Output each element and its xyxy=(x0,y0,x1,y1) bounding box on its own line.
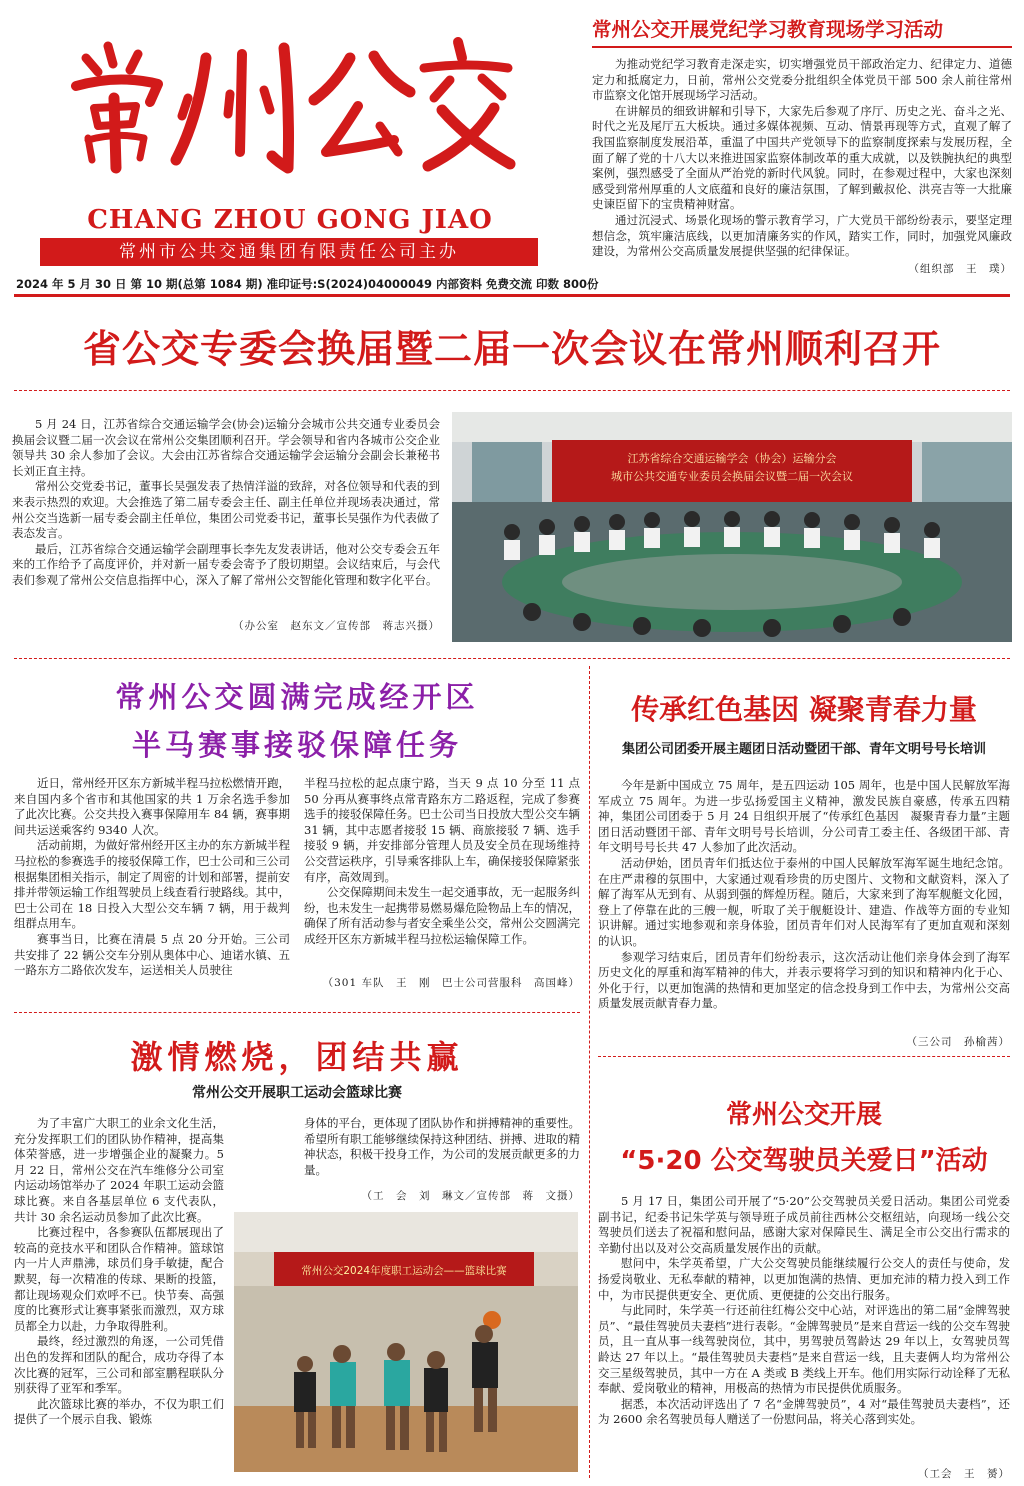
paragraph: 与此同时，朱学英一行还前往红梅公交中心站，对评选出的第二届“金牌驾驶员”、“最佳驾驶员夫妻档”进行表彰。“金牌驾驶员”是来自营运一线的公交车驾驶员，且一直从事一线驾驶岗位，其中，男驾驶员驾龄达 29 年以上，女驾驶员驾龄达 27 年以上。“最佳驾驶员夫妻档”是来自营运一线，且夫妻俩人均为常州公交三星级驾驶员，其中一方在 A 类或 B 类线上开车。他们用实际行动诠释了无私奉献、爱岗敬业的精神，用极高的热情为市民提供优质服务。 xyxy=(598,1303,1010,1396)
article-title-marathon xyxy=(14,673,580,769)
paragraph: 常州公交党委书记，董事长吴强发表了热情洋溢的致辞，对各位领导和代表的到来表示热烈的欢迎。大会推选了第二届专委会主任、副主任单位并现场表决通过，常州公交当选新一届专委会副主任单位，集团公司党委书记，董事长吴强作为代表做了表态发言。 xyxy=(12,479,440,541)
title-line: 常州公交开展 xyxy=(725,1100,882,1130)
sponsor-bar: 常州市公共交通集团有限责任公司主办 xyxy=(40,238,538,266)
paragraph: 最终，经过激烈的角逐，一公司凭借出色的发挥和团队的配合，成功夺得了本次比赛的冠军，三公司和部室鹏程联队分别获得了亚军和季军。 xyxy=(14,1334,224,1396)
title-line: 常州公交圆满完成经开区 xyxy=(115,680,479,714)
article-column xyxy=(14,776,290,979)
byline: （三公司 孙榆茜） xyxy=(906,1036,1010,1048)
meeting-photo xyxy=(452,412,1012,642)
basketball-photo-image xyxy=(234,1212,578,1472)
paragraph: 据悉，本次活动评选出了 7 名“金牌驾驶员”，4 对“最佳驾驶员夫妻档”，还为 2600 余名驾驶员每人赠送了一份慰问品，将关心落到实处。 xyxy=(598,1396,1010,1427)
paragraph: 最后，江苏省综合交通运输学会副理事长李先友发表讲话，他对公交专委会五年来的工作给予了高度评价，并对新一届专委会寄予了殷切期望。会议结束后，与会代表们参观了常州公交信息指挥中心，深入了解了常州公交智能化管理和数字化平台。 xyxy=(12,541,440,587)
paragraph: 为了丰富广大职工的业余文化生活，充分发挥职工们的团队协作精神，提高集体荣誉感，进一步增强企业的凝聚力。5 月 22 日，常州公交在汽车维修分公司室内运动场馆举办了 2024 年职工运动会篮球比赛。来自各基层单位 6 支代表队，共计 30 余名运动员参加了此次比赛。 xyxy=(14,1116,224,1224)
paragraph: 5 月 17 日，集团公司开展了“5·20”公交驾驶员关爱日活动。集团公司党委副书记，纪委书记朱学英与领导班子成员前往西林公交枢纽站，向现场一线公交驾驶员们送去了祝福和慰问品，感谢大家对保障民生、满足全市公交出行需求的辛勤付出以及对公交高质量发展作出的贡献。 xyxy=(598,1194,1010,1255)
article-subtitle: 常州公交开展职工运动会篮球比赛 xyxy=(192,1085,402,1101)
paragraph: 通过沉浸式、场景化现场的警示教育学习，广大党员干部纷纷表示，要坚定理想信念，筑牢廉洁底线，以更加清廉务实的作风，踏实工作，同时，加强党风廉政建设，为常州公交高质量发展提供坚强的纪律保证。 xyxy=(592,212,1012,259)
issue-info-line: 2024 年 5 月 30 日 第 10 期(总第 1084 期) 准印证号:S(2024)04000049 内部资料 免费交流 印数 800份 xyxy=(16,277,599,291)
article-subtitle: 集团公司团委开展主题团日活动暨团干部、青年文明号号长培训 xyxy=(621,742,986,757)
divider xyxy=(598,1056,1010,1057)
paragraph: 参观学习结束后，团员青年们纷纷表示，这次活动让他们亲身体会到了海军历史文化的厚重和海军精神的伟大，并表示要将学习到的知识和精神内化于心、外化于行，以更加饱满的热情和更加坚定的信念投身到工作中去，为常州公交高质量发展贡献青春力量。 xyxy=(598,949,1010,1011)
title-line: “5·20 公交驾驶员关爱日”活动 xyxy=(620,1146,988,1176)
paragraph: 为推动党纪学习教育走深走实，切实增强党员干部政治定力、纪律定力、道德定力和抵腐定力，日前，常州公交党委分批组织全体党员干部 500 余人前往常州市监察文化馆开展现场学习活动。 xyxy=(592,57,1012,103)
paragraph: 今年是新中国成立 75 周年，是五四运动 105 周年，也是中国人民解放军海军成立 75 周年。为进一步弘扬爱国主义精神，激发民族自豪感，传承五四精神，集团公司团委于 5 月 24 日组织开展了“传承红色基因 凝聚青春力量”主题团日活动暨团干部、青年文明号号长培训，分公司青工委主任、各级团干部、青年文明号号长共 47 人参加了此次活动。 xyxy=(598,778,1010,855)
divider xyxy=(14,390,1010,391)
byline: （工 会 刘 琳文／宣传部 蒋 文摄） xyxy=(361,1190,580,1202)
article-body-driver-day xyxy=(598,1194,1010,1428)
masthead-rule xyxy=(14,294,1010,297)
paragraph: 近日，常州经开区东方新城半程马拉松燃情开跑，来自国内多个省市和其他国家的共 1 万余名选手参加了此次比赛。公交共投入赛事保障用车 84 辆，赛事期间共运送乘客约 9340 人次。 xyxy=(14,776,290,837)
calligraphy-logo-image xyxy=(58,28,518,178)
paragraph: 公交保障期间未发生一起交通事故，无一起服务纠纷，也未发生一起携带易燃易爆危险物品上车的情况，确保了所有活动参与者安全乘坐公交，常州公交圆满完成经开区东方新城半程马拉松运输保障工作。 xyxy=(304,885,580,946)
banner-text-line2: 城市公共交通专业委员会换届会议暨二届一次会议 xyxy=(611,470,853,483)
paragraph: 5 月 24 日，江苏省综合交通运输学会(协会)运输分会城市公共交通专业委员会换届会议暨二届一次会议在常州公交集团顺利召开。学会领导和省内各城市公交企业领导共 30 余人参加了会议。大会由江苏省综合交通运输学会运输分会副会长兼秘书长刘正直主持。 xyxy=(12,417,440,478)
paragraph: 在讲解员的细致讲解和引导下，大家先后参观了序厅、历史之光、奋斗之光、时代之光及尾厅五大板块。通过多媒体视频、互动、情景再现等方式，直观了解了我国监察制度发展沿革，重温了中国共产党领导下的监察制度探索与发展历程，全面了解了党的十八大以来推进国家监察体制改革的重大成就，以及铁腕执纪的典型案例，强烈感受了全面从严治党的新时代风貌。同时，在参观过程中，大家也深刻感受到常州厚重的人文底蕴和良好的廉洁氛围，了解到戴叔伦、洪亮吉等一大批廉史谏臣留下的宝贵精神财富。 xyxy=(592,103,1012,212)
masthead-english-name: CHANG ZHOU GONG JIAO xyxy=(87,205,493,235)
paragraph: 比赛过程中，各参赛队伍都展现出了较高的竞技水平和团队合作精神。篮球馆内一片人声鼎沸，球员们身手敏捷，配合默契，每一次精准的传球、果断的投篮，都让现场观众们欢呼不已。快节奏、高强度的比赛形式让赛事紧张而激烈，双方球员都全力以赴，力争取得胜利。 xyxy=(14,1225,224,1333)
photo-banner-text: 常州公交2024年度职工运动会——篮球比赛 xyxy=(301,1265,507,1277)
paragraph: 此次篮球比赛的举办，不仅为职工们提供了一个展示自我、锻炼 xyxy=(14,1396,224,1427)
front-page-headline: 省公交专委会换届暨二届一次会议在常州顺利召开 xyxy=(82,327,941,371)
divider xyxy=(14,658,1010,659)
paragraph: 活动前期，为做好常州经开区主办的东方新城半程马拉松的参赛选手的接驳保障工作，巴士公司和三公司根据集团相关指示，制定了周密的计划和部署，提前安排并带领运输工作组驾驶员上线查看行驶路线。其中，巴士公司在 18 日投入大型公交车辆 7 辆，用于裁判组群点用车。 xyxy=(14,838,290,931)
banner-text-line1: 江苏省综合交通运输学会（协会）运输分会 xyxy=(627,452,837,465)
paragraph: 赛事当日，比赛在清晨 5 点 20 分开始。三公司共安排了 22 辆公交车分别从奥体中心、迪诺水镇、五一路东方二路依次发车，运送相关人员驶往 xyxy=(14,931,290,978)
article-title-driver-day xyxy=(598,1092,1010,1184)
newspaper-logo xyxy=(58,28,518,178)
title-line: 半马赛事接驳保障任务 xyxy=(131,728,462,762)
article-title-red-gene: 传承红色基因 凝聚青春力量 xyxy=(631,693,977,726)
paragraph: 半程马拉松的起点康宁路，当天 9 点 10 分至 11 点 50 分再从赛事终点常青路东方二路返程，完成了参赛选手的接驳保障任务。巴士公司当日投放大型公交车辆 31 辆，其中志愿者接驳 15 辆、商旅接驳 7 辆、选手接驳 9 辆，并安排部分管理人员及安全员在现场维持公交营运秩序，引导乘客排队上车，确保接驳保障紧张有序，高效周到。 xyxy=(304,776,580,884)
article-title-basketball: 激情燃烧，团结共赢 xyxy=(130,1038,464,1076)
divider xyxy=(14,1012,580,1013)
byline: （组织部 王 璞） xyxy=(908,262,1012,275)
basketball-photo xyxy=(234,1212,578,1472)
article-body-red-gene xyxy=(598,778,1010,1012)
article-column xyxy=(14,1116,224,1428)
byline: （工会 王 赟） xyxy=(918,1468,1010,1480)
byline: （301 车队 王 刚 巴士公司营服科 高国峰） xyxy=(322,977,580,989)
article-body-committee xyxy=(12,417,440,589)
paragraph: 慰问中，朱学英希望，广大公交驾驶员能继续履行公交人的责任与使命，发扬爱岗敬业、无私奉献的精神，以更加饱满的热情、更加充沛的精力投入到工作中，为市民提供更安全、更优质、更便捷的公交出行服务。 xyxy=(598,1256,1010,1302)
byline: （办公室 赵东文／宣传部 蒋志兴摄） xyxy=(233,620,440,632)
article-column xyxy=(304,1116,580,1178)
article-title-party-study: 常州公交开展党纪学习教育现场学习活动 xyxy=(592,18,944,41)
meeting-photo-image xyxy=(452,412,1012,642)
paragraph: 身体的平台，更体现了团队协作和拼搏精神的重要性。希望所有职工能够继续保持这种团结、拼搏、进取的精神状态，积极干投身工作，为公司的发展贡献更多的力量。 xyxy=(304,1116,580,1177)
title-rule xyxy=(592,46,1012,48)
column-divider xyxy=(589,666,590,1478)
article-body-party-study xyxy=(592,57,1012,277)
article-column xyxy=(304,776,580,948)
paragraph: 活动伊始，团员青年们抵达位于泰州的中国人民解放军海军诞生地纪念馆。在庄严肃穆的氛围中，大家通过观看珍贵的历史图片、文物和文献资料，深入了解了海军从无到有、从弱到强的辉煌历程。随后，大家来到了海军舰艇文化园，登上了停靠在此的三艘一舰，听取了关于舰艇设计、建造、作战等方面的专业知识讲解。通过实地参观和亲身体验，团员青年们对人民海军有了更加直观和深刻的认识。 xyxy=(598,855,1010,948)
